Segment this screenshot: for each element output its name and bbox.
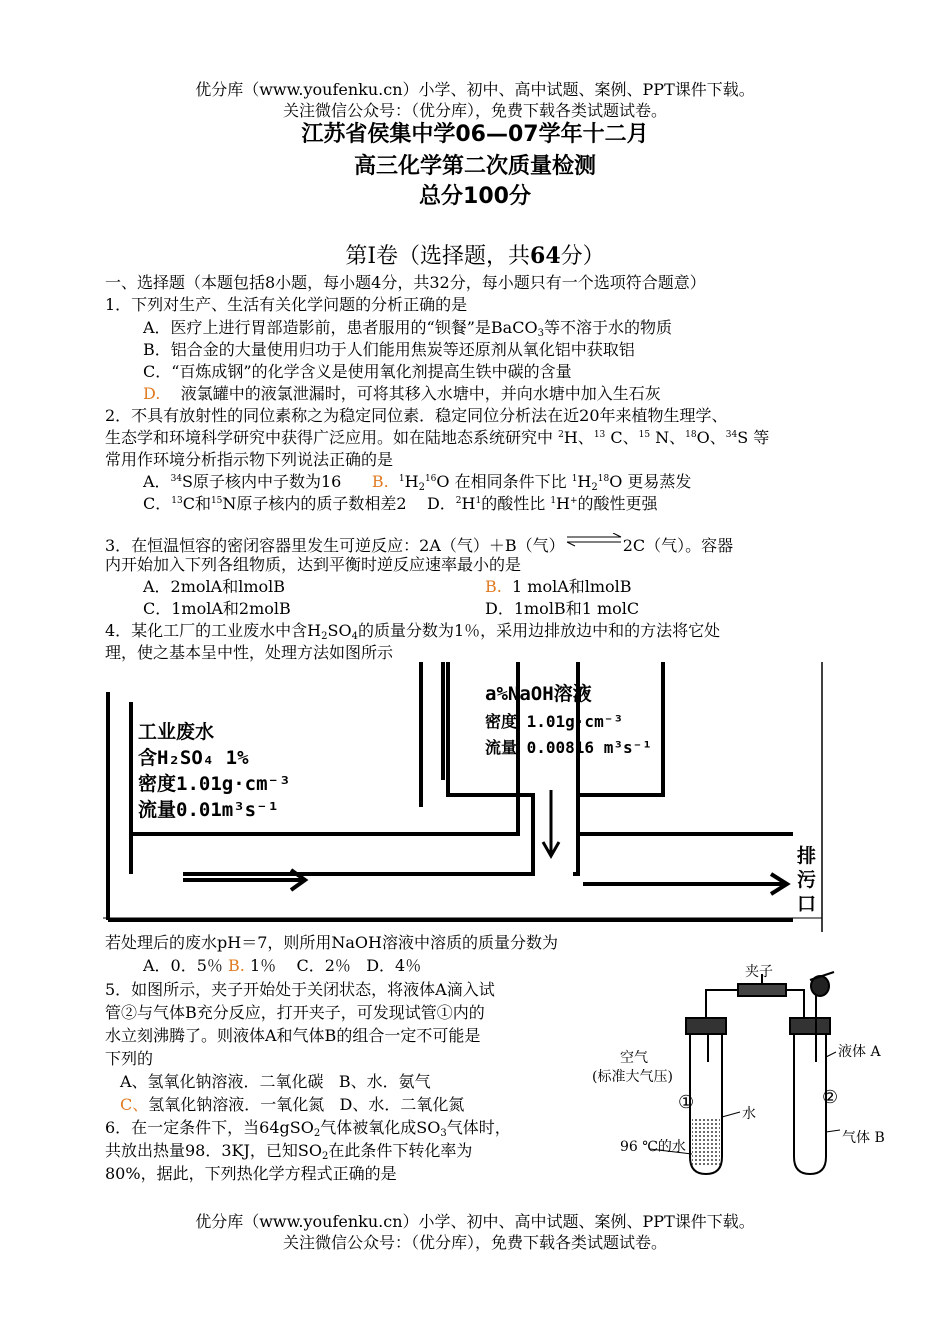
fig4-waste-label: 工业废水 [138, 721, 215, 743]
q2-line-2: 生态学和环境科学研究中获得广泛应用。如在陆地态系统研究中 $^2$H、$^{13}$ C、$^{15}$ N、$^{18}$O、$^{34}$S 等 [105, 428, 770, 447]
fig4-outlet-1: 排 [797, 845, 817, 867]
q1-option-c: C．“百炼成钢”的化学含义是使用氧化剂提高生铁中碳的含量 [143, 362, 572, 381]
q3-option-b: B. 1 molA和lmolB [485, 577, 632, 596]
fig5-hot-water-label: 96 ℃的水 [620, 1139, 686, 1155]
q4-options: A．0．5％ B. 1％ C．2％ D．4％ [143, 956, 422, 975]
q4-after: 若处理后的废水pH＝7，则所用NaOH溶液中溶质的质量分数为 [105, 933, 558, 952]
title-line-1: 江苏省侯集中学06—07学年十二月 [301, 122, 649, 147]
section-heading: 第Ⅰ卷（选择题，共64分） [345, 243, 605, 269]
header-line-2: 关注微信公众号：（优分库），免费下载各类试题试卷。 [282, 101, 667, 120]
q5-line-4: 下列的 [105, 1049, 154, 1068]
q4-line-1: 4．某化工厂的工业废水中含$H_2SO_4$的质量分数为1％，采用边排放边中和的方法将它处 [105, 621, 721, 642]
q6-line-1: 6．在一定条件下，当64gSO$_2$气体被氧化成$SO_3$气体时， [105, 1118, 511, 1139]
q2-option-ab: A．$^{34}$S原子核内中子数为16 B. $^1H_2^{16}O$ 在相同条件下比 $^1H_2^{18}O$ 更易蒸发 [143, 472, 692, 493]
fig5-tube1-label: ① [678, 1092, 695, 1113]
q1-stem: 1．下列对生产、生活有关化学问题的分析正确的是 [105, 295, 468, 314]
footer-line-1: 优分库（www.youfenku.cn）小学、初中、高中试题、案例、PPT课件下载。 [195, 1212, 755, 1231]
q6-line-3: 80%，据此，下列热化学方程式正确的是 [105, 1164, 397, 1183]
q3-line-1: 3．在恒温恒容的密闭容器里发生可逆反应：2A（气）＋B（气） 2C（气）。容器 [105, 533, 733, 556]
fig5-clamp-label: 夹子 [745, 964, 773, 980]
fig4-naoh-flow: 流量 0.00816 m³s⁻¹ [485, 738, 652, 757]
fig5-std-label: (标准大气压) [592, 1069, 673, 1085]
q2-option-cd: C．$^{13}$C和$^{15}$N原子核内的质子数相差2 D．$^2H^1$的酸性比 $^1$H+的酸性更强 [143, 494, 658, 513]
q3-option-d: D．1molB和1 molC [485, 599, 640, 618]
header-line-1: 优分库（www.youfenku.cn）小学、初中、高中试题、案例、PPT课件下载。 [195, 80, 755, 99]
fig5-liquid-a-label: 液体 A [838, 1044, 881, 1060]
title-line-2: 高三化学第二次质量检测 [353, 154, 596, 179]
fig5-tube2-label: ② [822, 1087, 839, 1108]
footer-line-2: 关注微信公众号：（优分库），免费下载各类试题试卷。 [282, 1233, 667, 1252]
fig4-naoh-label: a%NaOH溶液 [485, 683, 592, 705]
equilibrium-arrow-icon [565, 533, 623, 547]
fig4-waste-density: 密度1.01g·cm⁻³ [138, 773, 291, 795]
q1-option-d: D. 液氯罐中的液氯泄漏时，可将其移入水塘中，并向水塘中加入生石灰 [143, 384, 661, 403]
q3-option-a: A．2molA和lmolB [143, 577, 286, 596]
q3-option-c: C．1molA和2molB [143, 599, 291, 618]
q2-line-3: 常用作环境分析指示物下列说法正确的是 [105, 450, 394, 469]
instruction: 一、选择题（本题包括8小题，每小题4分，共32分，每小题只有一个选项符合题意） [105, 273, 706, 292]
fig5-water-label: 水 [742, 1106, 756, 1122]
wastewater-diagram [103, 662, 828, 932]
fig4-naoh-density: 密度 1.01g·cm⁻³ [485, 712, 623, 731]
q5-line-3: 水立刻沸腾了。则液体A和气体B的组合一定不可能是 [105, 1026, 481, 1045]
fig5-air-label: 空气 [620, 1050, 648, 1066]
q5-line-1: 5．如图所示，夹子开始处于关闭状态，将液体A滴入试 [105, 980, 495, 999]
q5-options-cd: C、氢氧化钠溶液．一氧化氮 D、水．二氧化氮 [120, 1095, 465, 1114]
q1-option-a: A．医疗上进行胃部造影前，患者服用的“钡餐”是BaCO$_3$等不溶于水的物质 [143, 318, 672, 339]
fig4-waste-content: 含H₂SO₄ 1% [138, 747, 249, 769]
fig4-outlet-2: 污 [797, 869, 817, 891]
q2-line-1: 2．不具有放射性的同位素称之为稳定同位素．稳定同位分析法在近20年来植物生理学、 [105, 406, 728, 425]
q6-line-2: 共放出热量98．3KJ，已知$SO_2$在此条件下转化率为 [105, 1141, 473, 1162]
fig5-gas-b-label: 气体 B [842, 1130, 885, 1146]
fig4-waste-flow: 流量0.01m³s⁻¹ [138, 799, 279, 821]
q4-line-2: 理，使之基本呈中性，处理方法如图所示 [105, 643, 394, 662]
q3-line-2: 内开始加入下列各组物质，达到平衡时逆反应速率最小的是 [105, 555, 522, 574]
q1-option-b: B．铝合金的大量使用归功于人们能用焦炭等还原剂从氧化铝中获取铝 [143, 340, 635, 359]
title-line-3: 总分100分 [419, 184, 531, 209]
q5-line-2: 管②与气体B充分反应，打开夹子，可发现试管①内的 [105, 1003, 485, 1022]
q5-options-ab: A、氢氧化钠溶液．二氧化碳 B、水．氨气 [120, 1072, 431, 1091]
fig4-outlet-3: 口 [797, 893, 817, 915]
